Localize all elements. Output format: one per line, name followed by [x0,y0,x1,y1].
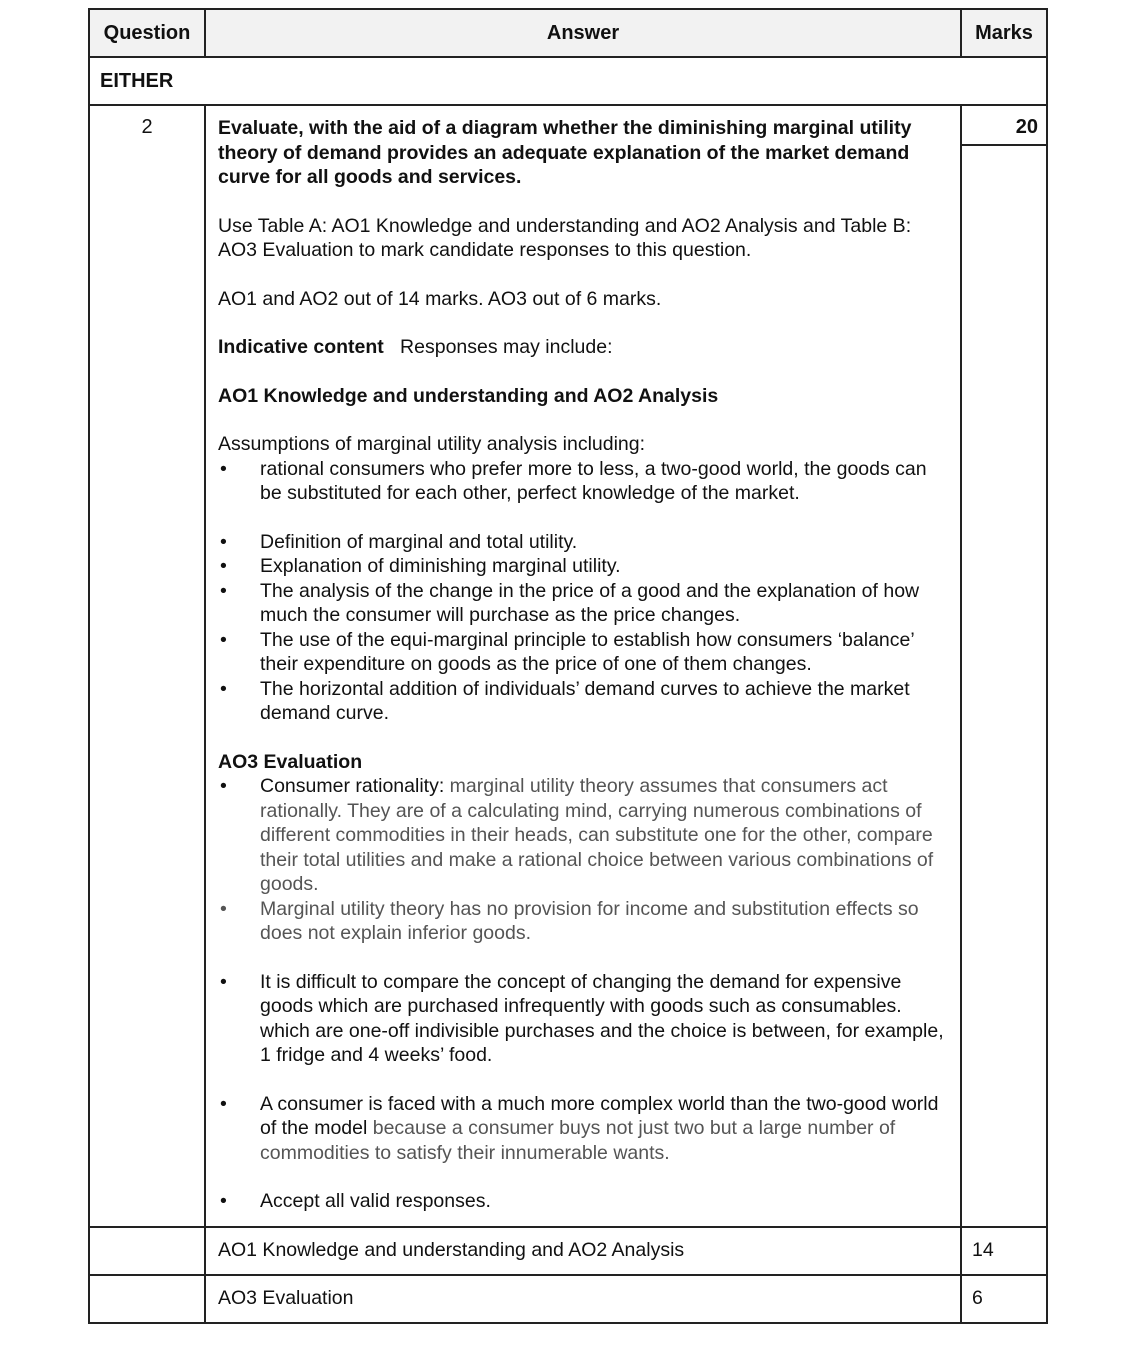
indicative-content [218,335,950,360]
assumptions-list [218,457,950,506]
list-item: • The horizontal addition of individuals’ demand curves to achieve the market demand curve. [218,677,950,726]
indicative-text: Responses may include: [400,336,613,358]
subtotal-label: AO1 Knowledge and understanding and AO2 Analysis [206,1228,962,1274]
list-item [218,774,950,897]
question-prompt: Evaluate, with the aid of a diagram whether the diminishing marginal utility theory of demand provides an adequate explanation of the market demand curve for all goods and services. [218,117,912,188]
header-question: Question [90,10,206,56]
ao3-heading: AO3 Evaluation [218,750,363,773]
total-marks: 20 [962,106,1046,146]
list-item: • The analysis of the change in the price of a good and the explanation of how much the consumer will purchase as the price changes. [218,579,950,628]
indicative-label: Indicative content [218,336,384,358]
list-item [218,1092,950,1166]
rationality-label: Consumer rationality: [260,775,445,797]
list-item: • Explanation of diminishing marginal utility. [218,554,950,579]
header-marks: Marks [975,21,1033,44]
list-item: • rational consumers who prefer more to less, a two-good world, the goods can be substituted for each other, perfect knowledge of the market. [218,457,950,506]
subtotal-label: AO3 Evaluation [206,1276,962,1322]
ao3-list-4 [218,1189,950,1214]
ao12-list [218,530,950,726]
subtotal-marks: 14 [972,1239,994,1261]
list-item: • It is difficult to compare the concept of changing the demand for expensive goods which are purchased infrequently with goods such as consumables. which are one-off indivisible purchases and the choice is between, for example, 1 fridge and 4 weeks’ food. [218,970,950,1068]
header-row [90,10,1046,58]
assumptions-intro: Assumptions of marginal utility analysis including: [218,433,646,455]
instructions: Use Table A: AO1 Knowledge and understanding and AO2 Analysis and Table B: AO3 Evaluation to mark candidate responses to this question. [218,214,912,261]
subtotal-row [90,1276,1046,1322]
marks-cell [962,106,1046,1226]
list-item: • Definition of marginal and total utility. [218,530,950,555]
rationality-text: marginal utility theory assumes that consumers act rationally. They are of a calculating mind, carrying numerous combinations of different commodities in their heads, can substitute one for the other, compare their total utilities and make a rational choice between various combinations of goods. [260,775,934,895]
ao3-list [218,774,950,946]
header-answer: Answer [206,10,962,56]
complex-world-lead: A consumer is faced with a much more complex world than the two-good world of the model [260,1092,939,1139]
subtotal-marks: 6 [972,1287,983,1309]
subtotal-row [90,1228,1046,1276]
question-row [90,106,1046,1228]
answer-cell [206,106,962,1226]
complex-world-rest: because a consumer buys not just two but a large number of commodities to satisfy their innumerable wants. [260,1117,896,1164]
mark-split: AO1 and AO2 out of 14 marks. AO3 out of 6 marks. [218,287,662,310]
question-number: 2 [90,106,206,1226]
mark-scheme-table [88,8,1048,1324]
ao12-heading: AO1 Knowledge and understanding and AO2 Analysis [218,384,719,407]
ao3-list-3 [218,1092,950,1166]
list-item: • Marginal utility theory has no provision for income and substitution effects so does not explain inferior goods. [218,897,950,946]
section-label: EITHER [100,69,174,92]
ao3-list-2 [218,970,950,1068]
list-item: • Accept all valid responses. [218,1189,950,1214]
list-item: • The use of the equi-marginal principle to establish how consumers ‘balance’ their expenditure on goods as the price of one of them changes. [218,628,950,677]
